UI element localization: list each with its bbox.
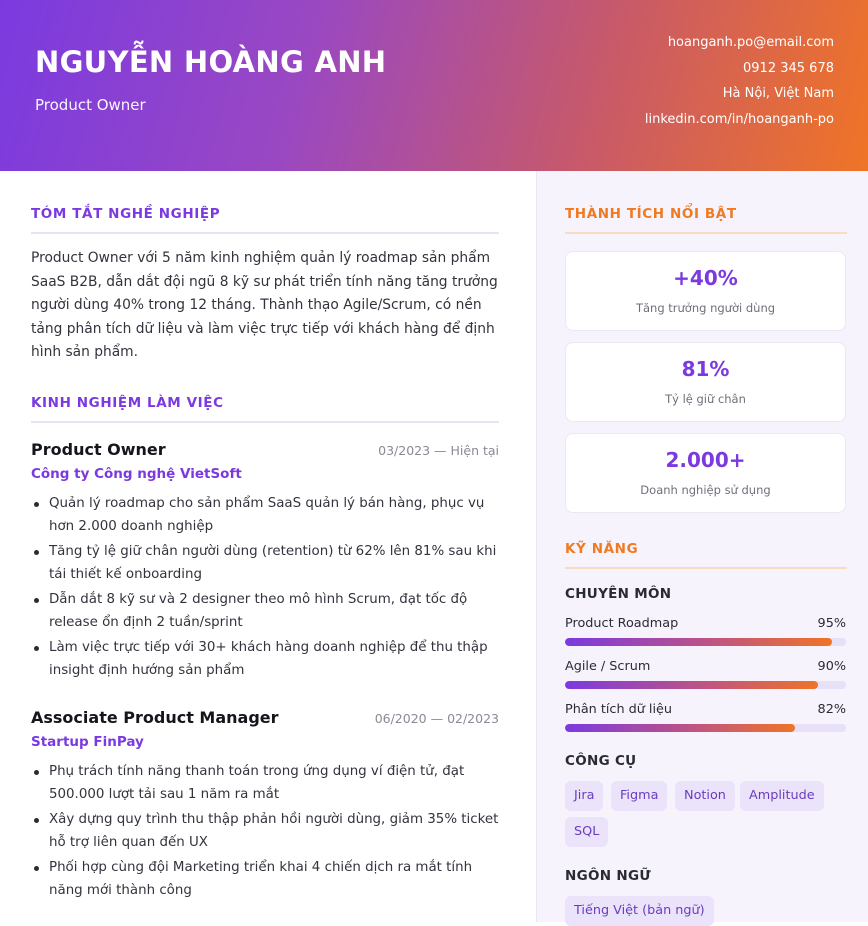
summary-heading: TÓM TẮT NGHỀ NGHIỆP — [31, 206, 221, 222]
achievements-divider — [565, 232, 847, 234]
job-bullet: Phối hợp cùng đội Marketing triển khai 4 chiến dịch ra mắt tính năng mới thành công — [31, 857, 501, 902]
job-title: Product Owner — [31, 440, 166, 459]
experience-divider — [31, 421, 499, 423]
tool-tag: Jira — [565, 781, 603, 811]
skills-heading: KỸ NĂNG — [565, 541, 639, 557]
achievement-value: 81% — [681, 357, 730, 381]
job-bullet: Phụ trách tính năng thanh toán trong ứng dụng ví điện tử, đạt 500.000 lượt tải sau 1 năm ra mắt — [31, 761, 501, 806]
skill-bar-fill — [565, 638, 832, 646]
contact-linkedin[interactable]: linkedin.com/in/hoanganh-po — [644, 111, 834, 127]
tools-heading: CÔNG CỤ — [565, 753, 637, 769]
job-bullets — [31, 761, 501, 905]
skill-name: Product Roadmap — [565, 616, 679, 631]
job-bullet: Làm việc trực tiếp với 30+ khách hàng doanh nghiệp để thu thập insight định hướng sản phẩm — [31, 637, 501, 682]
job-bullet: Dẫn dắt 8 kỹ sư và 2 designer theo mô hình Scrum, đạt tốc độ release ổn định 2 tuần/sprint — [31, 589, 501, 634]
summary-text: Product Owner với 5 năm kinh nghiệm quản lý roadmap sản phẩm SaaS B2B, dẫn dắt đội ngũ 8 kỹ sư phát triển tính năng tăng trưởng người dùng 40% trong 12 tháng. Thành thạo Agile/Scrum, có nền tảng phân tích dữ liệu và làm việc trực tiếp với khách hàng để định hình sản phẩm. — [31, 250, 498, 361]
experience-heading: KINH NGHIỆM LÀM VIỆC — [31, 395, 224, 411]
contact-info — [645, 30, 834, 132]
achievement-card — [565, 342, 846, 422]
languages-heading: NGÔN NGỮ — [565, 868, 651, 884]
skill-name: Phân tích dữ liệu — [565, 702, 673, 717]
skill-percent: 90% — [817, 659, 846, 674]
achievement-label: Tăng trưởng người dùng — [635, 301, 776, 315]
tool-tag: Figma — [611, 781, 667, 811]
skill-percent: 95% — [817, 616, 846, 631]
resume-header — [0, 0, 868, 171]
job-company: Công ty Công nghệ VietSoft — [31, 466, 242, 482]
job-date: 03/2023 — Hiện tại — [378, 443, 499, 458]
skill-bar-fill — [565, 681, 818, 689]
candidate-role: Product Owner — [35, 96, 146, 114]
language-tag: Tiếng Việt (bản ngữ) — [565, 896, 714, 926]
tool-tag: Notion — [675, 781, 735, 811]
achievement-value: 2.000+ — [665, 448, 746, 472]
job-title: Associate Product Manager — [31, 708, 279, 727]
sidebar-column — [536, 171, 868, 922]
skill-bar — [565, 724, 846, 732]
skill-bar — [565, 681, 846, 689]
tool-tag: Amplitude — [740, 781, 824, 811]
achievements-heading: THÀNH TÍCH NỔI BẬT — [565, 206, 737, 222]
skill-percent: 82% — [817, 702, 846, 717]
contact-location: Hà Nội, Việt Nam — [722, 86, 834, 101]
contact-phone: 0912 345 678 — [743, 60, 834, 76]
skill-name: Agile / Scrum — [565, 659, 651, 674]
summary-divider — [31, 232, 499, 234]
main-column — [0, 171, 536, 922]
achievement-label: Tỷ lệ giữ chân — [665, 392, 746, 406]
job-bullets — [31, 493, 501, 685]
achievement-value: +40% — [673, 266, 738, 290]
achievement-card — [565, 251, 846, 331]
skills-divider — [565, 567, 847, 569]
expertise-heading: CHUYÊN MÔN — [565, 586, 672, 602]
achievement-label: Doanh nghiệp sử dụng — [640, 483, 771, 497]
job-bullet: Quản lý roadmap cho sản phẩm SaaS quản lý bán hàng, phục vụ hơn 2.000 doanh nghiệp — [31, 493, 501, 538]
skill-bar-fill — [565, 724, 795, 732]
candidate-name: NGUYỄN HOÀNG ANH — [35, 45, 387, 79]
tool-tag: SQL — [565, 817, 608, 847]
job-bullet: Tăng tỷ lệ giữ chân người dùng (retention) từ 62% lên 81% sau khi tái thiết kế onboarding — [31, 541, 501, 586]
skill-bar — [565, 638, 846, 646]
contact-email[interactable]: hoanganh.po@email.com — [667, 35, 834, 50]
achievement-card — [565, 433, 846, 513]
job-company: Startup FinPay — [31, 734, 144, 750]
job-bullet: Xây dựng quy trình thu thập phản hồi người dùng, giảm 35% ticket hỗ trợ liên quan đến UX — [31, 809, 501, 854]
job-date: 06/2020 — 02/2023 — [374, 711, 499, 726]
